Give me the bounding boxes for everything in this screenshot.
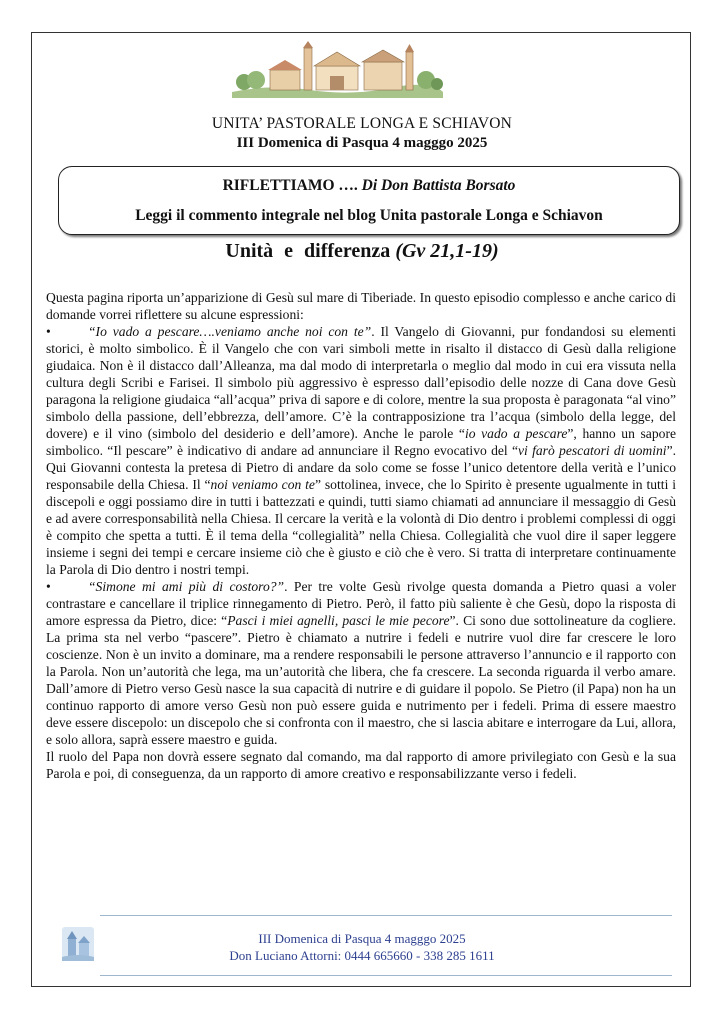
footer-contact: Don Luciano Attorni: 0444 665660 - 338 285 1611 — [229, 948, 495, 963]
footer-rule-top — [100, 915, 672, 916]
bullet-one-emphasis: noi veniamo con te — [210, 477, 315, 492]
bullet-dot-icon: • — [46, 324, 51, 339]
title-reference: (Gv 21,1-19) — [395, 240, 499, 262]
parish-name: UNITA’ PASTORALE LONGA E SCHIAVON — [211, 115, 513, 132]
callout-author: Di Don Battista Borsato — [361, 177, 516, 194]
bullet-one-emphasis: vi farò pescatori di uomini — [518, 443, 667, 458]
title-main: Unità e differenza — [225, 240, 391, 262]
churches-illustration — [230, 40, 445, 98]
bullet-one-text: . Il Vangelo di Giovanni, pur fondandosi su elementi storici, è molto simbolico. È il Vangelo che con vari simboli mette in risalto il distacco di Gesù dalla religione giudaica. Non è il distacco dall’Alleanza, ma dal modo di interpretarla o meglio dal modo in cui era vissuta nella cultura degli Scribi e Farisei. Il simbolo più aggressivo è espresso dall’episodio delle nozze di Cana dove Gesù paragona la religione giudaica “all’acqua” priva di sapore e di colore, mentre la sua proposta è paragonata “al vino” simbolo della passione, dell’ebbrezza, dell’amore. C’è la contrapposizione tra l’acqua (simbolo della legge, del dovere) e il vino (simbolo del desiderio e dell’amore). Anche le parole “ — [46, 324, 676, 441]
bullet-two-emphasis: Pasci i miei agnelli, pasci le mie pecore — [227, 613, 450, 628]
bullet-one-text: ”, hanno un sapore simbolico. “Il pescare” è indicativo di andare ad annunciare il Regno evocativo del “ — [46, 426, 676, 458]
closing-paragraph: Il ruolo del Papa non dovrà essere segnato dal comando, ma dal rapporto di amore privilegiato con Gesù e la sua Parola e poi, di conseguenza, da un rapporto di amore creativo e responsabilizzante verso i fedeli. — [46, 749, 676, 781]
sunday-date: III Domenica di Pasqua 4 magggo 2025 — [236, 135, 488, 151]
bullet-two-text: . Per tre volte Gesù rivolge questa domanda a Pietro quasi a voler contrastare e cancellare il triplice rinnegamento di Pietro. Però, il fatto più saliente è che Gesù, dopo la risposta di amore espressa da Pietro, dice: “ — [46, 579, 677, 628]
bullet-one-text: ” sottolinea, invece, che lo Spirito è presente ugualmente in tutti i discepoli e oggi possiamo dire in tutti i battezzati e quindi, tutti siamo chiamati ad annunciare il messaggio di Gesù e ad avere corresponsabilità nella Chiesa. Il cercare la verità e la volontà di Dio dentro i problemi complessi di oggi è compito che spetta a tutti. È il tema della “collegialità” nella Chiesa. Collegialità che vuol dire il saper leggere insieme i segni dei tempi e cercare insieme ciò che è giusto e ciò che è vero. Si tratta di interpretare continuamente la Parola di Dio dentro i nostri tempi. — [46, 477, 676, 577]
callout-heading — [59, 177, 679, 195]
bullet-dot-icon: • — [46, 579, 51, 594]
article-body — [46, 289, 676, 782]
footer-date: III Domenica di Pasqua 4 magggo 2025 — [258, 931, 466, 946]
bullet-one-text: ”. Qui Giovanni contesta la pretesa di Pietro di andare da solo come se fosse l’unico detentore della verità e l’unico responsabile della Chiesa. Il “ — [46, 443, 676, 492]
reflection-callout — [58, 166, 680, 235]
callout-lead: RIFLETTIAMO …. — [222, 177, 362, 194]
bullet-one-quote: “Io vado a pescare….veniamo anche noi con te” — [88, 324, 372, 339]
bullet-one — [46, 323, 676, 578]
bullet-two — [46, 578, 676, 748]
bullet-two-quote: “Simone mi ami più di costoro?” — [88, 579, 285, 594]
footer-rule-bottom — [100, 975, 672, 976]
intro-paragraph: Questa pagina riporta un’apparizione di Gesù sul mare di Tiberiade. In questo episodio complesso e anche carico di domande vorrei riflettere su alcune espressioni: — [46, 290, 676, 322]
bullet-two-text: ”. Ci sono due sottolineature da cogliere. La prima sta nel verbo “pascere”. Pietro è chiamato a nutrire i fedeli e nutrire vuol dire far crescere le loro coscienze. Non è un invito a dominare, ma a rendere responsabili le persone attraverso l’annuncio e il rapporto con la Parola. Non un’autorità che lega, ma un’autorità che libera, che fa crescere. La seconda riguarda il verbo amare. Dall’amore di Pietro verso Gesù nasce la sua capacità di nutrire e di guidare il popolo. Se Pietro (il Papa) non ha un continuo rapporto di amore verso Gesù non può essere guida e nutrimento per i fedeli. Prima di essere maestro deve essere discepolo: un discepolo che si confronta con il maestro, che si lascia abitare e interrogare da Lui, allora, e solo allora, saprà essere maestro e guida. — [46, 613, 677, 747]
callout-blog-line: Leggi il commento integrale nel blog Unita pastorale Longa e Schiavon — [135, 207, 603, 224]
bullet-one-emphasis: io vado a pescare — [464, 426, 568, 441]
article-title — [0, 240, 724, 263]
